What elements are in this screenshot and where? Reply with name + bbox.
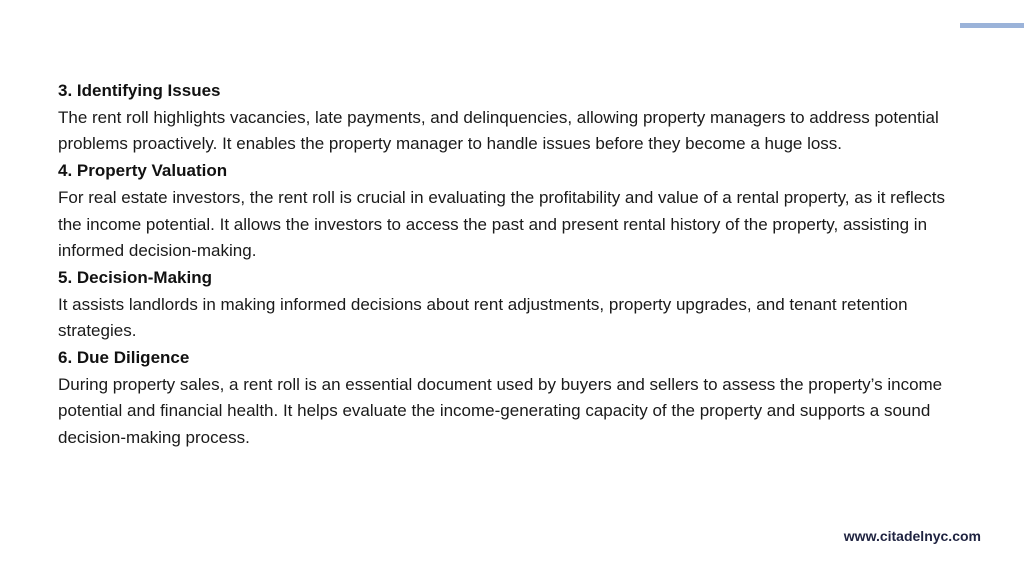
section-heading: 6. Due Diligence xyxy=(58,348,190,368)
section-decision-making xyxy=(58,265,968,345)
section-body: During property sales, a rent roll is an essential document used by buyers and sellers to assess the property’s income potential and financial health. It helps evaluate the income-generating capacity of the property and supports a sound decision-making process. xyxy=(58,374,943,448)
section-body: The rent roll highlights vacancies, late payments, and delinquencies, allowing property managers to address potential problems proactively. It enables the property manager to handle issues before they become a huge loss. xyxy=(58,107,939,154)
section-body: It assists landlords in making informed decisions about rent adjustments, property upgrades, and tenant retention strategies. xyxy=(58,294,908,341)
section-property-valuation xyxy=(58,158,968,265)
section-heading: 3. Identifying Issues xyxy=(58,81,221,100)
section-heading: 5. Decision-Making xyxy=(58,267,212,287)
section-identifying-issues xyxy=(58,78,968,158)
section-body: For real estate investors, the rent roll is crucial in evaluating the profitability and value of a rental property, as it reflects the income potential. It allows the investors to access the past and present rental history of the property, assisting in informed decision-making. xyxy=(58,187,945,261)
section-heading: 4. Property Valuation xyxy=(58,161,228,181)
accent-bar xyxy=(960,23,1024,28)
slide-content xyxy=(58,78,968,452)
website-link[interactable]: www.citadelnyc.com xyxy=(843,528,981,544)
section-due-diligence xyxy=(58,345,968,452)
